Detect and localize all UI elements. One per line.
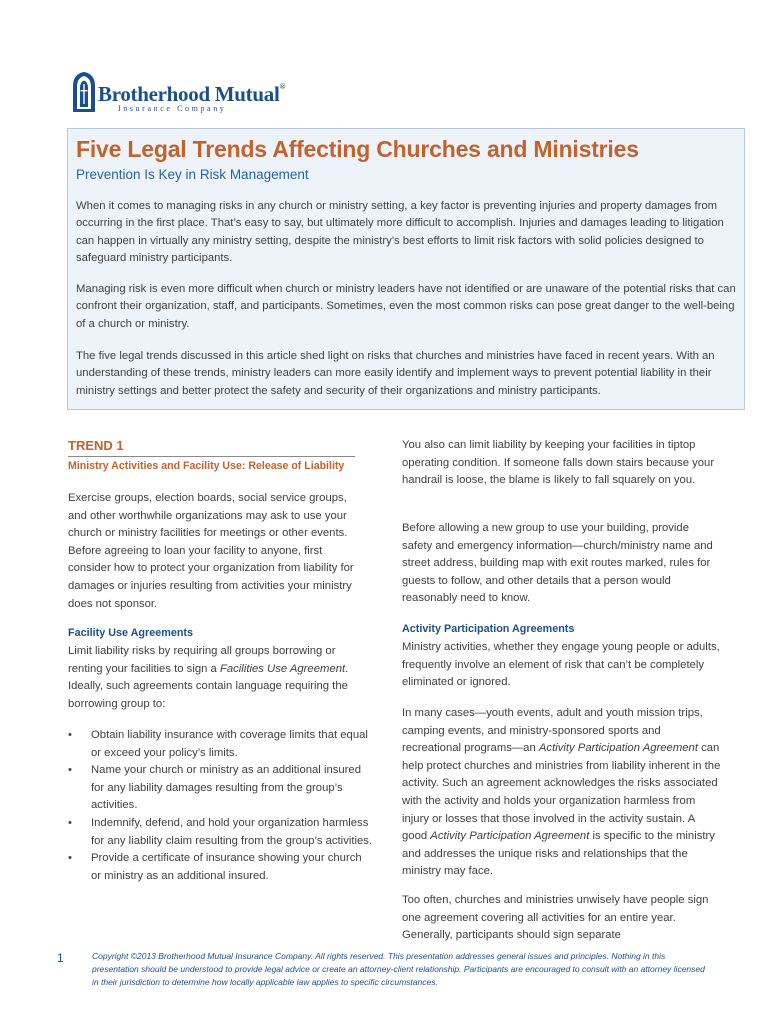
right-paragraph-5: Too often, churches and ministries unwisely have people sign one agreement covering all activities for an entire year. Generally, participants should sign separate: [402, 894, 709, 942]
logo-tagline: Insurance Company: [118, 104, 227, 113]
activity-agreement-term: Activity Participation Agreement: [430, 830, 590, 843]
page-number: 1: [57, 951, 64, 965]
list-item-text: Provide a certificate of insurance showing your church or ministry as an additional insured.: [91, 852, 362, 882]
list-item: [68, 850, 373, 885]
list-item: [68, 815, 373, 850]
right-paragraph-1: You also can limit liability by keeping your facilities in tiptop operating condition. If someone falls down stairs because your handrail is loose, the blame is likely to fall squarely on you.: [402, 439, 715, 487]
activity-participation-heading: Activity Participation Agreements: [402, 623, 575, 635]
left-paragraph-2: [68, 643, 363, 713]
right-paragraph-2: Before allowing a new group to use your building, provide safety and emergency information—church/ministry name and street address, building map with exit routes marked, rules for guests to follow, and other details that a person would reasonably need to know.: [402, 522, 713, 605]
registered-mark: ®: [279, 82, 286, 91]
list-item: [68, 727, 373, 762]
right-paragraph-4: [402, 705, 722, 881]
left-p2-text-end: . Ideally, such agreements contain language requiring the borrowing group to:: [68, 662, 349, 710]
bullet-icon: •: [68, 816, 72, 829]
intro-paragraph-2: Managing risk is even more difficult when church or ministry leaders have not identified or are unaware of the potential risks that can confront their organization, staff, and participants. Sometimes, even the most common risks can pose great danger to the well-being of a church or ministry.: [76, 283, 736, 330]
requirements-list: [68, 727, 373, 885]
left-paragraph-1: Exercise groups, election boards, social service groups, and other worthwhile organizations may ask to use your church or ministry facilities for meetings or other events. Before agreeing to loan your facility to anyone, first consider how to protect your organization from liability for damages or injuries resulting from activities your ministry does not sponsor.: [68, 492, 354, 610]
bullet-icon: •: [68, 729, 72, 741]
page-title: Five Legal Trends Affecting Churches and Ministries: [76, 136, 639, 162]
trend-subtitle: Ministry Activities and Facility Use: Release of Liability: [68, 460, 345, 472]
left-p2-text: Limit liability risks by requiring all groups borrowing or renting your facilities to sign a: [68, 645, 336, 675]
bullet-icon: •: [68, 852, 72, 865]
facility-use-heading: Facility Use Agreements: [68, 627, 194, 639]
list-item: [68, 762, 373, 815]
copyright-notice: Copyright ©2013 Brotherhood Mutual Insurance Company. All rights reserved. This presentation addresses general issues and principles. Nothing in this presentation should be understood to provide legal advice or create an attorney-client relationship. Participants are encouraged to consult with an attorney licensed in their jurisdiction to determine how locally applicable law applies to specific circumstances.: [92, 951, 705, 987]
right-p4-text-a: In many cases—youth events, adult and youth mission trips, camping events, and ministry-sponsored sports and recreational programs—an: [402, 707, 703, 755]
intro-paragraph-3: The five legal trends discussed in this article shed light on risks that churches and ministries have faced in recent years. With an understanding of these trends, ministry leaders can more easily identify and implement ways to prevent potential liability in their ministry settings and better protect the safety and security of their organizations and ministry participants.: [76, 350, 715, 397]
church-window-icon: [73, 72, 95, 112]
bullet-icon: •: [68, 764, 72, 777]
list-item-text: Indemnify, defend, and hold your organization harmless for any liability claim resulting from the group’s activities.: [91, 816, 373, 847]
right-paragraph-3: Ministry activities, whether they engage young people or adults, frequently involve an element of risk that can’t be completely eliminated or ignored.: [402, 641, 720, 689]
trend-divider: [68, 456, 355, 457]
trend-label: TREND 1: [68, 438, 124, 453]
logo-name: Brotherhood Mutual: [98, 82, 280, 106]
facilities-use-agreement-term: Facilities Use Agreement: [219, 662, 346, 675]
right-p4-text-c: is specific to the ministry and addresses the unique risks and relationships that the ministry may face.: [402, 830, 715, 878]
intro-paragraph-1: When it comes to managing risks in any church or ministry setting, a key factor is preventing injuries and property damages from occurring in the first place. That’s easy to say, but ultimately more difficult to accomplish. Injuries and damages leading to litigation can happen in virtually any ministry setting, despite the ministry's best efforts to limit risk factors with solid policies designed to safeguard ministry participants.: [76, 200, 724, 265]
page-subtitle: Prevention Is Key in Risk Management: [76, 167, 309, 182]
right-p4-text-b: can help protect churches and ministries from liability inherent in the activity. Such an agreement acknowledges the risks associated with the activity and holds your organization harmless from injury or losses that those involved in the activity sustain. A good: [402, 742, 721, 843]
list-item-text: Name your church or ministry as an additional insured for any liability damages resulting from the group’s activities.: [91, 764, 361, 812]
list-item-text: Obtain liability insurance with coverage limits that equal or exceed your policy’s limits.: [91, 729, 368, 759]
activity-agreement-term: Activity Participation Agreement: [538, 742, 698, 755]
